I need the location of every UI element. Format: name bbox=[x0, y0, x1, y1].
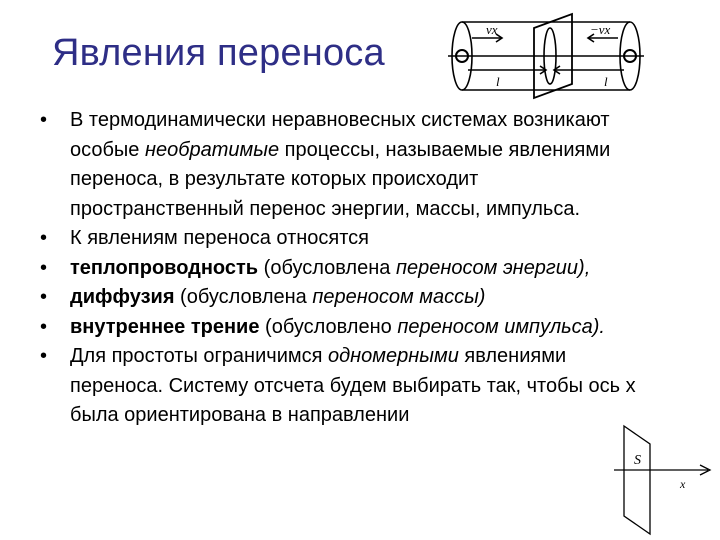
area-axis-diagram bbox=[614, 418, 720, 540]
slide-title: Явления переноса bbox=[52, 32, 385, 74]
bullet-item: • внутреннее трение (обусловлено переносом импульса). bbox=[40, 313, 640, 343]
bullet-item: • Для простоты ограничимся одномерными явлениями переноса. Систему отсчета будем выбирать так, чтобы ось x была ориентирована в направлении bbox=[40, 342, 640, 431]
area-plane bbox=[624, 426, 650, 534]
bullet-list bbox=[40, 106, 640, 431]
label-vx-left: vx bbox=[486, 22, 498, 37]
bullet-item: • К явлениям переноса относятся bbox=[40, 224, 640, 254]
bullet-item: • теплопроводность (обусловлена переносом энергии), bbox=[40, 254, 640, 284]
bullet-item: • диффузия (обусловлена переносом массы) bbox=[40, 283, 640, 313]
label-l-left: l bbox=[496, 74, 500, 89]
label-x: x bbox=[680, 477, 686, 491]
bullet-item: • В термодинамически неравновесных системах возникают особые необратимые процессы, называемые явлениями переноса, в результате которых происходит пространственный перенос энергии, массы, импульса. bbox=[40, 106, 640, 224]
label-s: S bbox=[634, 453, 641, 468]
label-vx-right: −vx bbox=[590, 22, 611, 37]
transfer-cylinder-diagram bbox=[446, 8, 646, 100]
label-l-right: l bbox=[604, 74, 608, 89]
